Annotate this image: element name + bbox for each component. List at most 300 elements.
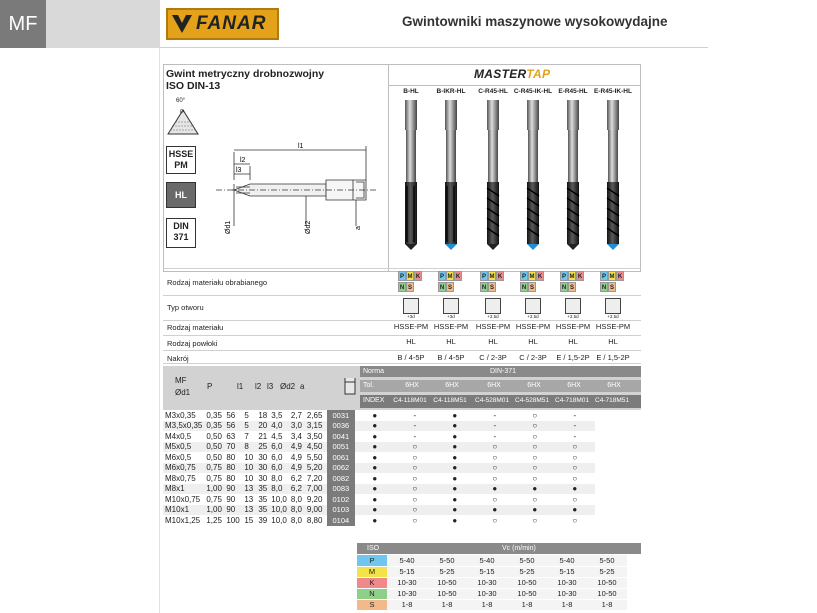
spec-cell-l2: 10 [242, 452, 256, 463]
spec-cell-l1: 70 [224, 442, 242, 453]
material-code-p: P [438, 271, 446, 281]
spec-column-header: l3 [267, 382, 274, 391]
coating-badge [166, 182, 196, 208]
table-row [163, 452, 595, 463]
availability-mark: - [475, 431, 515, 442]
vc-value: 1-8 [427, 599, 467, 610]
spec-cell-l3: 35 [258, 505, 268, 515]
coating-value: HL [488, 337, 498, 346]
vc-value: 10-50 [587, 577, 627, 588]
spec-cell-dk: 8,0 [289, 494, 305, 505]
table-row [163, 505, 595, 516]
vc-value: 1-8 [467, 599, 507, 610]
availability-mark: ● [515, 484, 555, 495]
vc-value: 5-25 [427, 566, 467, 577]
spec-cell-l2: 8 [242, 442, 256, 453]
availability-mark: ● [355, 473, 395, 484]
availability-mark: ○ [515, 442, 555, 453]
spec-cell-d2: 3,5 [269, 410, 289, 421]
spec-cell-size: M4x0,5 [163, 431, 204, 442]
spec-cell-p: 0,75 [204, 463, 224, 474]
spec-cell-a: 8,80 [305, 515, 327, 526]
index-cell: 0061 [327, 452, 355, 463]
material-code-m: M [568, 271, 576, 281]
spec-cell-a: 4,50 [305, 442, 327, 453]
standard-badge [166, 218, 196, 248]
coating-value: HL [406, 337, 416, 346]
iso-row [357, 588, 627, 599]
tolerance-label: Tol. [363, 382, 374, 389]
availability-mark: ○ [475, 442, 515, 453]
availability-mark: ● [435, 410, 475, 421]
left-margin-line [159, 48, 160, 613]
spec-cell-l1: 56 [224, 421, 242, 432]
spec-cell-d2: 10,0 [271, 515, 287, 525]
spec-cell-size: M6x0,5 [163, 452, 204, 463]
iso-row [357, 599, 627, 610]
table-row [163, 410, 595, 421]
coating-value: HL [608, 337, 618, 346]
spec-cell-a: 7,20 [305, 473, 327, 484]
spec-cell-a: 7,00 [305, 484, 327, 495]
spec-cell-l1: 63 [224, 431, 242, 442]
standard-badge-line1: DIN [173, 221, 189, 231]
vc-value: 5-40 [467, 555, 507, 566]
spec-cell-l2: 13 [242, 484, 256, 495]
coating-badge-label: HL [175, 190, 187, 200]
spec-cell-l1: 90 [224, 484, 242, 495]
thread-title-line1: Gwint metryczny drobnozwojny [166, 68, 325, 80]
iso-code-cell: P [357, 555, 387, 566]
chamfer-value: C / 2-3P [519, 353, 547, 362]
availability-mark: ● [355, 484, 395, 495]
dim-l2-label: l2 [240, 157, 246, 164]
availability-mark: ○ [475, 473, 515, 484]
material-value: HSSE-PM [433, 322, 469, 331]
spec-cell-l1: 56 [224, 410, 242, 421]
vc-value: 10-30 [387, 577, 427, 588]
hole-type-icon [443, 298, 459, 314]
brand-prefix: MASTER [474, 67, 527, 81]
material-value: HSSE-PM [475, 322, 511, 331]
availability-mark: ● [435, 484, 475, 495]
vc-value: 5-50 [587, 555, 627, 566]
header-mf: MF [175, 376, 187, 385]
spec-cell-d2: 8,0 [269, 473, 289, 484]
chamfer-value: E / 1,5-2P [596, 353, 630, 362]
availability-mark: - [395, 421, 435, 432]
spec-cell-p: 0,75 [204, 494, 224, 505]
availability-mark: ○ [515, 473, 555, 484]
index-cell: 0104 [327, 515, 355, 526]
iso-code-cell: N [357, 588, 387, 599]
availability-mark: ● [435, 431, 475, 442]
thread-title [166, 68, 324, 92]
variant-header: B-HL [403, 88, 419, 95]
spec-cell-l2: 13 [242, 505, 256, 516]
availability-mark: ○ [395, 505, 435, 516]
material-code-s: S [406, 282, 414, 292]
spec-cell-d2: 8,0 [269, 484, 289, 495]
availability-mark: ○ [395, 463, 435, 474]
tolerance-value: 6HX [607, 382, 621, 389]
availability-mark: ● [435, 463, 475, 474]
vc-value: 5-15 [547, 566, 587, 577]
dim-d1-label: Ød1 [225, 220, 232, 234]
material-code-grid [438, 271, 464, 293]
table-row [163, 473, 595, 484]
iso-row [357, 566, 627, 577]
availability-mark: ○ [555, 452, 595, 463]
iso-header-label: ISO [367, 545, 380, 552]
material-code-s: S [608, 282, 616, 292]
vc-header-label: Vc (m/min) [502, 545, 536, 552]
availability-mark: ● [435, 473, 475, 484]
availability-mark: ● [555, 484, 595, 495]
logo-v-icon [168, 10, 196, 38]
availability-mark: ○ [395, 473, 435, 484]
brand-suffix: TAP [526, 67, 551, 81]
material-value: HSSE-PM [595, 322, 631, 331]
material-code-k: K [414, 271, 422, 281]
spec-cell-l3: 39 [258, 515, 268, 525]
variant-header: C-R45-HL [478, 88, 508, 95]
spec-cell-d2: 4,5 [269, 431, 289, 442]
availability-mark: ● [355, 515, 395, 526]
dim-a-label: a [355, 226, 362, 230]
spec-cell-dk: 3,0 [289, 421, 305, 432]
iso-table [357, 555, 627, 611]
spec-table [163, 410, 595, 526]
table-row [163, 515, 595, 526]
angle-letter: P [180, 110, 185, 116]
spec-cell-dk: 8,0 [289, 515, 305, 526]
vc-value: 5-50 [507, 555, 547, 566]
availability-mark: - [555, 410, 595, 421]
tolerance-value: 6HX [405, 382, 419, 389]
spec-cell-a: 5,50 [305, 452, 327, 463]
spec-cell-d2: 10,0 [271, 505, 287, 515]
material-badge [166, 146, 196, 174]
vc-value: 10-50 [507, 588, 547, 599]
spec-cell-dk: 4,9 [289, 442, 305, 453]
iso-table-header [357, 543, 641, 554]
material-badge-line1: HSSE [168, 149, 194, 159]
fanar-logo [166, 8, 279, 40]
thread-angle-icon [166, 98, 200, 138]
workpiece-material-label: Rodzaj materiału obrabianego [167, 278, 268, 287]
chamfer-label: Nakrój [167, 354, 189, 363]
availability-mark: ● [355, 431, 395, 442]
norm-band [360, 366, 641, 377]
vc-value: 10-30 [387, 588, 427, 599]
spec-cell-d2: 6,0 [269, 442, 289, 453]
spec-cell-p: 0,50 [204, 431, 224, 442]
index-label: INDEX [363, 397, 385, 404]
spec-cell-dk: 4,9 [289, 452, 305, 463]
availability-mark: ● [435, 505, 475, 516]
material-code-grid [600, 271, 626, 293]
availability-mark: ○ [555, 442, 595, 453]
availability-mark: ● [355, 410, 395, 421]
spec-cell-l3: 30 [258, 473, 268, 483]
availability-mark: ○ [515, 431, 555, 442]
spec-cell-a: 9,20 [305, 494, 327, 505]
spec-cell-d2: 4,0 [269, 421, 289, 432]
spec-cell-l3: 25 [258, 442, 268, 452]
index-code: C4-118M51 [433, 397, 467, 404]
spec-cell-size: M8x0,75 [163, 473, 204, 484]
availability-mark: ○ [515, 452, 555, 463]
spec-cell-d2: 10,0 [271, 494, 287, 504]
spec-cell-l3: 21 [258, 431, 268, 441]
index-cell: 0082 [327, 473, 355, 484]
material-value: HSSE-PM [555, 322, 591, 331]
hole-type-icon [605, 298, 621, 314]
table-row [163, 431, 595, 442]
spec-cell-a: 9,00 [305, 505, 327, 516]
material-code-s: S [568, 282, 576, 292]
index-code: C4-718M01 [555, 397, 589, 404]
availability-mark: ● [435, 452, 475, 463]
availability-mark: ● [435, 442, 475, 453]
spec-cell-a: 3,50 [305, 431, 327, 442]
coating-value: HL [446, 337, 456, 346]
spec-cell-l1: 100 [224, 515, 242, 526]
availability-mark: ● [435, 515, 475, 526]
tap-image [441, 98, 461, 263]
tolerance-band [360, 380, 641, 392]
vc-value: 1-8 [507, 599, 547, 610]
thread-section-icon [343, 376, 357, 396]
tap-image [483, 98, 503, 263]
availability-mark: ● [355, 452, 395, 463]
material-badge-line2: PM [174, 160, 188, 170]
spec-cell-p: 0,50 [204, 442, 224, 453]
table-row [163, 463, 595, 474]
material-code-grid [560, 271, 586, 293]
coating-type-label: Rodzaj powłoki [167, 339, 218, 348]
tap-image [523, 98, 543, 263]
chamfer-value: B / 4-5P [437, 353, 465, 362]
material-value: HSSE-PM [515, 322, 551, 331]
material-code-p: P [600, 271, 608, 281]
spec-cell-a: 3,15 [305, 421, 327, 432]
iso-code-cell: M [357, 566, 387, 577]
vc-value: 10-30 [547, 577, 587, 588]
spec-cell-l3: 30 [258, 463, 268, 473]
index-cell: 0036 [327, 421, 355, 432]
mastertap-brand [474, 67, 550, 81]
vc-value: 5-25 [507, 566, 547, 577]
spec-cell-p: 0,75 [204, 473, 224, 484]
spec-cell-l1: 80 [224, 473, 242, 484]
spec-cell-size: M5x0,5 [163, 442, 204, 453]
material-code-m: M [406, 271, 414, 281]
availability-mark: ○ [475, 515, 515, 526]
spec-cell-size: M10x1,25 [163, 515, 204, 526]
availability-mark: ● [355, 463, 395, 474]
spec-column-header: P [207, 382, 213, 391]
panel-column-divider [388, 64, 389, 272]
coating-value: HL [568, 337, 578, 346]
norm-value: DIN-371 [490, 368, 517, 375]
index-code: C4-528M01 [475, 397, 509, 404]
vc-value: 10-50 [427, 588, 467, 599]
material-code-n: N [600, 282, 608, 292]
spec-cell-dk: 4,9 [289, 463, 305, 474]
availability-mark: - [395, 431, 435, 442]
material-code-m: M [446, 271, 454, 281]
material-code-s: S [446, 282, 454, 292]
availability-mark: - [555, 421, 595, 432]
availability-mark: ○ [515, 410, 555, 421]
material-code-k: K [576, 271, 584, 281]
spec-cell-size: M3,5x0,35 [165, 421, 203, 431]
spec-cell-l3: 18 [258, 410, 268, 420]
availability-mark: ○ [475, 463, 515, 474]
spec-cell-size: M8x1 [163, 484, 204, 495]
table-row [163, 442, 595, 453]
availability-mark: ○ [515, 515, 555, 526]
thread-title-line2: ISO DIN-13 [166, 80, 221, 92]
spec-cell-a: 2,65 [305, 410, 327, 421]
spec-cell-l2: 5 [242, 410, 256, 421]
spec-cell-a: 5,20 [305, 463, 327, 474]
index-cell: 0031 [327, 410, 355, 421]
hole-type-icon [525, 298, 541, 314]
vc-value: 1-8 [547, 599, 587, 610]
spec-cell-p: 1,00 [204, 484, 224, 495]
logo-text: FANAR [196, 13, 267, 34]
availability-mark: ● [555, 505, 595, 516]
availability-mark: - [475, 421, 515, 432]
page-title: Gwintowniki maszynowe wysokowydajne [402, 14, 668, 29]
spec-column-header: l1 [237, 382, 244, 391]
spec-cell-p: 0,35 [204, 410, 224, 421]
norm-label: Norma [363, 368, 385, 375]
vc-value: 5-15 [467, 566, 507, 577]
spec-cell-l2: 10 [242, 463, 256, 474]
spec-cell-p: 1,00 [204, 505, 224, 516]
material-code-p: P [520, 271, 528, 281]
iso-row [357, 577, 627, 588]
material-code-p: P [560, 271, 568, 281]
material-code-n: N [520, 282, 528, 292]
availability-mark: - [395, 410, 435, 421]
availability-mark: ○ [515, 463, 555, 474]
availability-mark: ○ [555, 515, 595, 526]
hole-depth-note: +2.5d [487, 314, 499, 319]
variant-header: B-IKR-HL [436, 88, 466, 95]
coating-value: HL [528, 337, 538, 346]
availability-mark: ● [515, 505, 555, 516]
table-row [163, 421, 595, 432]
spec-cell-l1: 80 [224, 452, 242, 463]
material-code-k: K [616, 271, 624, 281]
availability-mark: ○ [555, 463, 595, 474]
standard-badge-line2: 371 [173, 232, 189, 242]
material-code-n: N [480, 282, 488, 292]
chamfer-value: B / 4-5P [397, 353, 425, 362]
vc-value: 5-50 [427, 555, 467, 566]
spec-cell-l2: 7 [242, 431, 256, 442]
spec-cell-dk: 6,2 [289, 473, 305, 484]
availability-mark: ○ [395, 515, 435, 526]
spec-cell-dk: 3,4 [289, 431, 305, 442]
vc-value: 10-30 [467, 577, 507, 588]
spec-column-header: Ød2 [280, 382, 296, 391]
spec-cell-size: M6x0,75 [163, 463, 204, 474]
availability-mark: ● [475, 484, 515, 495]
hole-depth-note: +2.5d [607, 314, 619, 319]
availability-mark: ● [435, 494, 475, 505]
spec-cell-d2: 6,0 [269, 452, 289, 463]
spec-cell-l2: 15 [242, 515, 256, 526]
availability-mark: ● [355, 442, 395, 453]
spec-cell-l3: 35 [258, 484, 268, 494]
availability-mark: ● [355, 505, 395, 516]
tap-image [563, 98, 583, 263]
availability-mark: ○ [515, 494, 555, 505]
dim-l1-label: l1 [298, 143, 304, 150]
hole-type-label: Typ otworu [167, 303, 204, 312]
spec-cell-l1: 80 [224, 463, 242, 474]
material-code-k: K [454, 271, 462, 281]
spec-cell-dk: 8,0 [289, 505, 305, 516]
material-code-m: M [528, 271, 536, 281]
spec-cell-dk: 2,7 [289, 410, 305, 421]
tolerance-value: 6HX [527, 382, 541, 389]
tolerance-value: 6HX [445, 382, 459, 389]
spec-cell-size: M10x0,75 [163, 494, 204, 505]
variant-header: E-R45-IK-HL [594, 88, 632, 95]
tolerance-value: 6HX [567, 382, 581, 389]
vc-value: 5-40 [387, 555, 427, 566]
spec-cell-p: 1,25 [204, 515, 224, 526]
spec-cell-d2: 6,0 [269, 463, 289, 474]
material-value: HSSE-PM [393, 322, 429, 331]
material-code-n: N [438, 282, 446, 292]
brand-divider [388, 85, 641, 86]
variant-header: C-R45-IK-HL [513, 88, 553, 95]
spec-cell-l3: 20 [258, 421, 268, 431]
material-code-s: S [528, 282, 536, 292]
index-code: C4-718M51 [595, 397, 629, 404]
material-code-p: P [480, 271, 488, 281]
vc-value: 5-40 [547, 555, 587, 566]
material-code-k: K [536, 271, 544, 281]
material-code-s: S [488, 282, 496, 292]
spec-cell-l2: 5 [242, 421, 256, 432]
material-code-n: N [398, 282, 406, 292]
hole-depth-note: +3d [407, 314, 415, 319]
vc-value: 5-15 [387, 566, 427, 577]
availability-mark: ○ [515, 421, 555, 432]
availability-mark: ○ [395, 494, 435, 505]
availability-mark: - [555, 431, 595, 442]
availability-mark: ● [475, 505, 515, 516]
vc-value: 1-8 [587, 599, 627, 610]
index-cell: 0051 [327, 442, 355, 453]
availability-mark: - [475, 410, 515, 421]
vc-value: 5-25 [587, 566, 627, 577]
index-cell: 0102 [327, 494, 355, 505]
spec-column-header: a [300, 382, 305, 391]
vc-value: 10-30 [467, 588, 507, 599]
material-code-m: M [488, 271, 496, 281]
spec-cell-l1: 90 [224, 505, 242, 516]
